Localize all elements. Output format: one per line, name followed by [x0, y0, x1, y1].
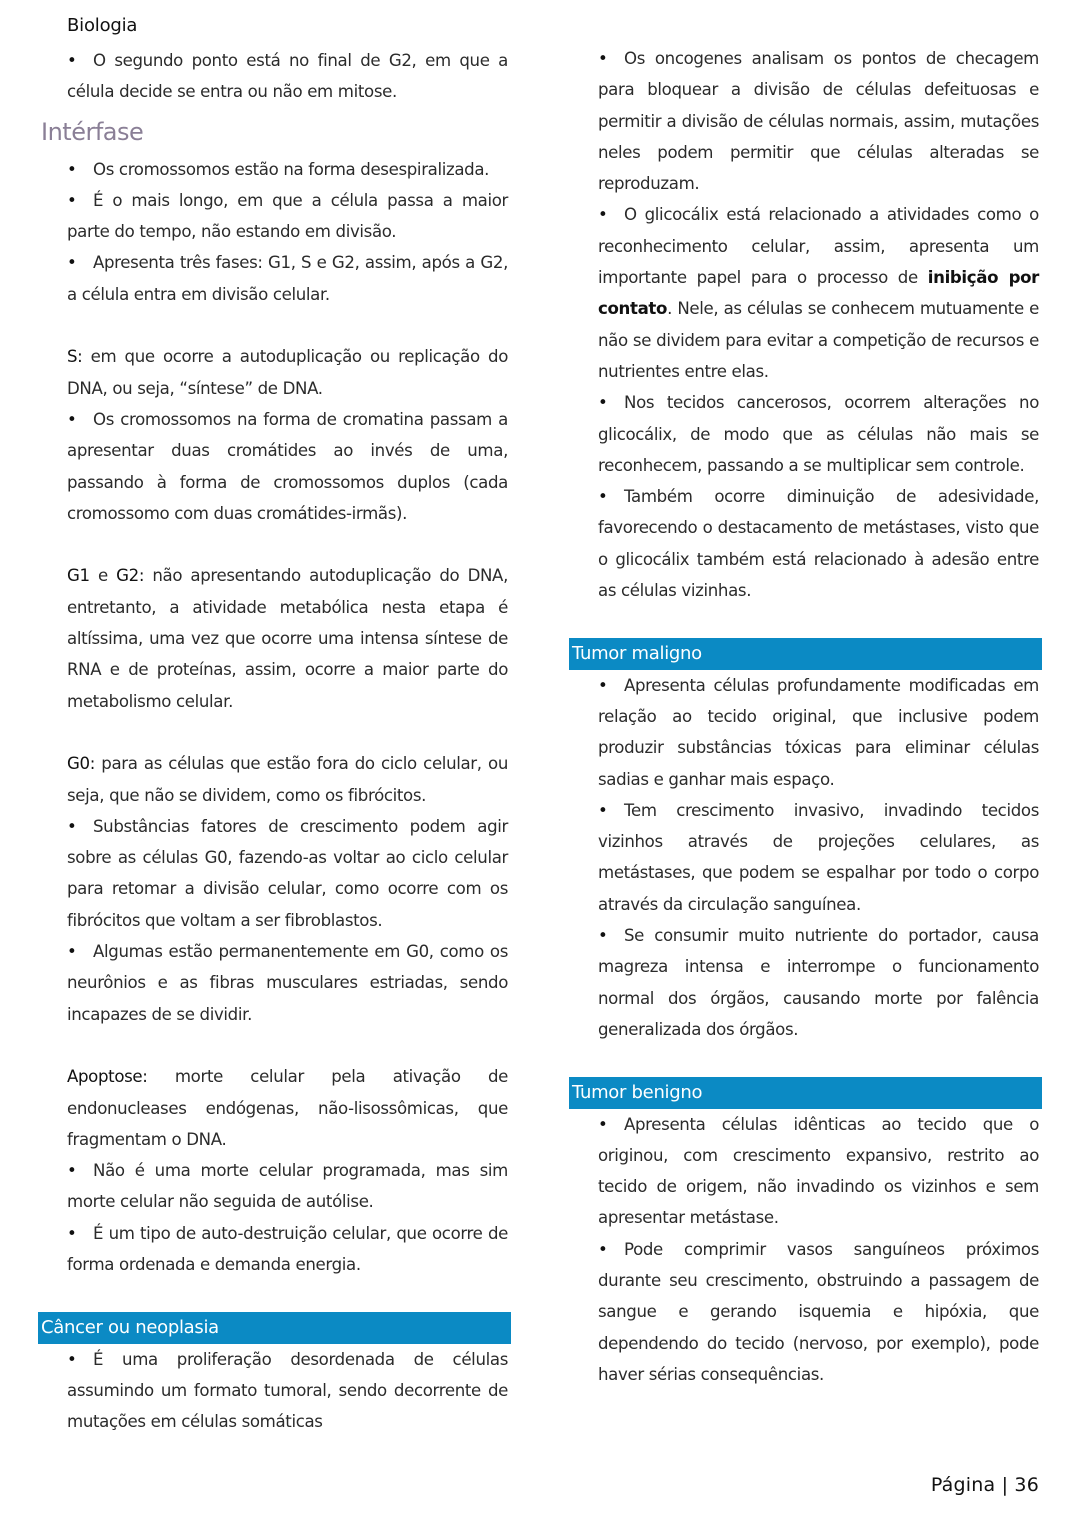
bullet-maligno-1: • Apresenta células profundamente modificadas em relação ao tecido original, que inclusive podem produzir substâncias tóxicas para eliminar células sadias e ganhar mais espaço. [598, 670, 1039, 795]
bullet-benigno-2: • Pode comprimir vasos sanguíneos próximos durante seu crescimento, obstruindo a passagem de sangue e gerando isquemia e hipóxia, que dependendo do tecido (nervoso, por exemplo), pode haver sérias consequências. [598, 1234, 1039, 1390]
section-bar-cancer: Câncer ou neoplasia [38, 1312, 511, 1344]
section-title-interfase: Intérfase [41, 117, 144, 146]
bullet-maligno-2: • Tem crescimento invasivo, invadindo tecidos vizinhos através de projeções celulares, as metástases, que podem se espalhar por todo o corpo através da circulação sanguínea. [598, 795, 1039, 920]
bullet-s-1: • Os cromossomos na forma de cromatina passam a apresentar duas cromátides ao invés de uma, passando à forma de cromossomos duplos (cada cromossomo com duas cromátides-irmãs). [67, 404, 508, 529]
paragraph-g0: G0: para as células que estão fora do ciclo celular, ou seja, que não se dividem, como os fibrócitos. [67, 754, 508, 805]
bullet-cancer-1: • É uma proliferação desordenada de células assumindo um formato tumoral, sendo decorrente de mutações em células somáticas [67, 1344, 508, 1438]
label-g0: G0: [67, 754, 95, 774]
right-column [572, 43, 1039, 1390]
label-g2: G2: [116, 566, 145, 586]
label-s: S: [67, 347, 83, 367]
bullet-benigno-1: • Apresenta células idênticas ao tecido que o originou, com crescimento expansivo, restrito ao tecido de origem, não invadindo os vizinhos e sem apresentar metástase. [598, 1109, 1039, 1234]
bullet-maligno-3: • Se consumir muito nutriente do portador, causa magreza intensa e interrompe o funcionamento normal dos órgãos, causando morte por falência generalizada dos órgãos. [598, 920, 1039, 1045]
page-number: Página | 36 [930, 1474, 1039, 1496]
bullet-interfase-2: • É o mais longo, em que a célula passa a maior parte do tempo, não estando em divisão. [67, 185, 508, 248]
bullet-g0-1: • Substâncias fatores de crescimento podem agir sobre as células G0, fazendo-as voltar ao ciclo celular para retomar a divisão celular, como ocorre com os fibrócitos que voltam a ser fibroblastos. [67, 811, 508, 936]
bullet-tecidos-cancerosos: • Nos tecidos cancerosos, ocorrem alterações no glicocálix, de modo que as células não mais se reconhecem, passando a se multiplicar sem controle. [598, 387, 1039, 481]
bullet-intro: • O segundo ponto está no final de G2, em que a célula decide se entra ou não em mitose. [67, 45, 508, 108]
term-inibicao-por-contato: inibição por contato [598, 268, 1039, 319]
bullet-adesividade: • Também ocorre diminuição de adesividade, favorecendo o destacamento de metástases, visto que o glicocálix também está relacionado à adesão entre as células vizinhas. [598, 481, 1039, 606]
paragraph-apoptose: Apoptose: morte celular pela ativação de endonucleases endógenas, não-lisossômicas, que fragmentam o DNA. [67, 1067, 508, 1149]
paragraph-s-phase: S: em que ocorre a autoduplicação ou replicação do DNA, ou seja, “síntese” de DNA. [67, 347, 508, 398]
bullet-apoptose-1: • Não é uma morte celular programada, mas sim morte celular não seguida de autólise. [67, 1155, 508, 1218]
subject-header: Biologia [67, 15, 138, 36]
bullet-apoptose-2: • É um tipo de auto-destruição celular, que ocorre de forma ordenada e demanda energia. [67, 1218, 508, 1281]
bullet-interfase-3: • Apresenta três fases: G1, S e G2, assim, após a G2, a célula entra em divisão celular. [67, 247, 508, 310]
bullet-g0-2: • Algumas estão permanentemente em G0, como os neurônios e as fibras musculares estriadas, sendo incapazes de se dividir. [67, 936, 508, 1030]
bullet-oncogenes: • Os oncogenes analisam os pontos de checagem para bloquear a divisão de células defeituosas e permitir a divisão de células normais, assim, mutações neles podem permitir que células alteradas se reproduzam. [598, 43, 1039, 199]
bullet-interfase-1: • Os cromossomos estão na forma desespiralizada. [67, 154, 508, 185]
section-bar-tumor-benigno: Tumor benigno [569, 1077, 1042, 1109]
label-apoptose: Apoptose: [67, 1067, 148, 1087]
label-g1: G1 [67, 566, 90, 586]
bullet-glicocalix: • O glicocálix está relacionado a atividades como o reconhecimento celular, assim, apresenta um importante papel para o processo de inibição por contato. Nele, as células se conhecem mutuamente e não se dividem para evitar a competição de recursos e nutrientes entre elas. [598, 199, 1039, 387]
paragraph-g1-g2: G1 e G2: não apresentando autoduplicação do DNA, entretanto, a atividade metabólica nesta etapa é altíssima, uma vez que ocorre uma intensa síntese de RNA e de proteínas, assim, ocorre a maior parte do metabolismo celular. [67, 566, 508, 711]
section-bar-tumor-maligno: Tumor maligno [569, 638, 1042, 670]
left-column [41, 45, 508, 1437]
